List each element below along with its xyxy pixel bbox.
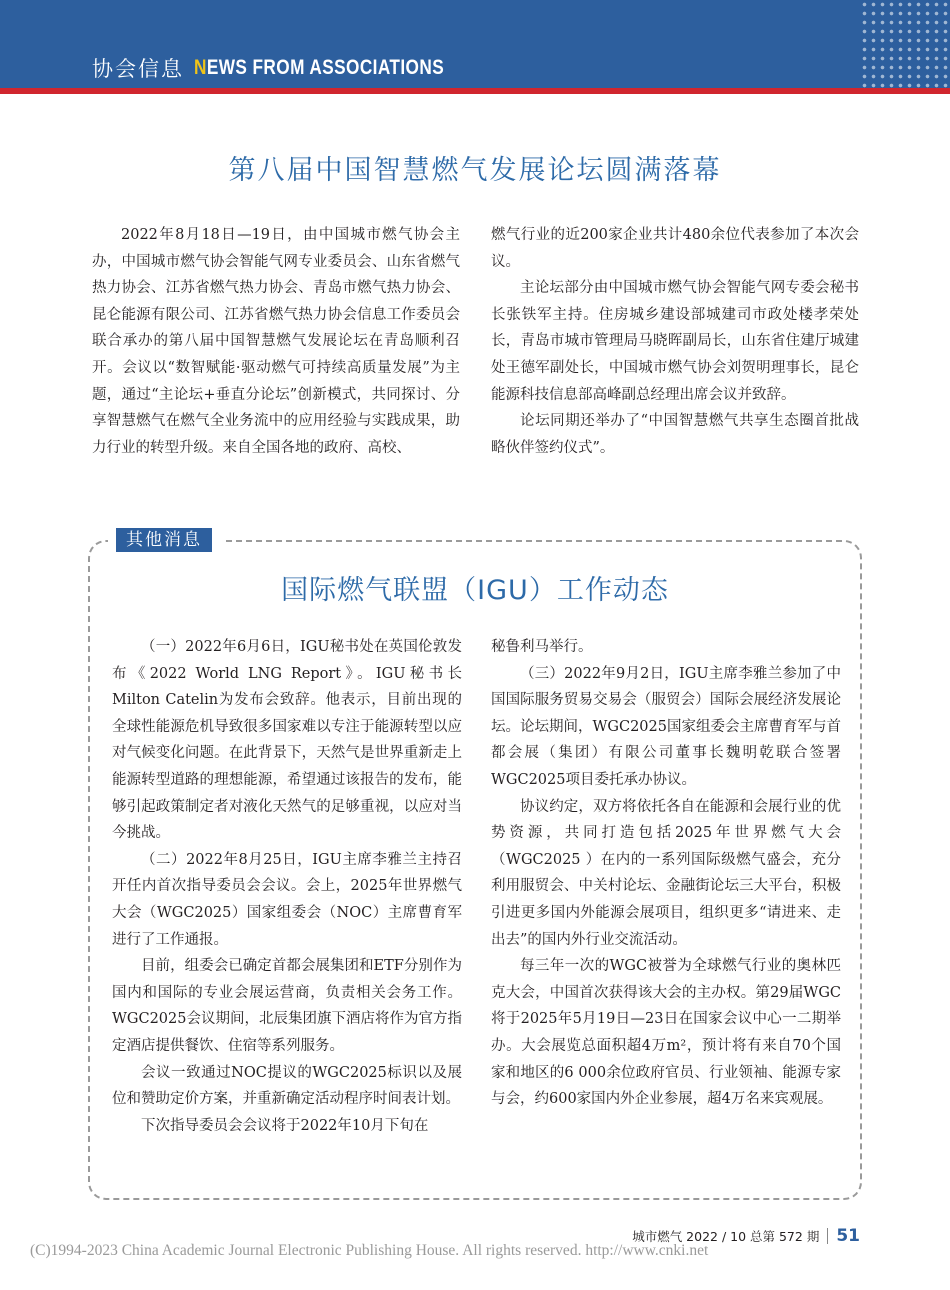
- section-title-cn: 协会信息: [92, 57, 184, 81]
- other-news-paragraph: 每三年一次的WGC被誉为全球燃气行业的奥林匹克大会，中国首次获得该大会的主办权。第29届WGC将于2025年5月19日—23日在国家会议中心一二期举办。大会展览总面积超4万m²，预计将有来自70个国家和地区的6 000余位政府官员、行业领袖、能源专家与会，约600家国内外企业参展，超4万名来宾观展。: [491, 958, 841, 1108]
- page-number: 51: [836, 1226, 860, 1246]
- other-news-left-column: [112, 634, 462, 1139]
- other-news-paragraph: 目前，组委会已确定首都会展集团和ETF分别作为国内和国际的专业会展运营商，负责相关会务工作。WGC2025会议期间，北辰集团旗下酒店将作为官方指定酒店提供餐饮、住宿等系列服务。: [112, 958, 462, 1054]
- header-banner: [0, 0, 950, 88]
- section-header: [92, 52, 499, 84]
- other-news-paragraph-continuation: 秘鲁利马举行。: [491, 639, 593, 655]
- header-red-stripe: [0, 88, 950, 94]
- other-news-paragraph: 会议一致通过NOC提议的WGC2025标识以及展位和赞助定价方案，并重新确定活动程序时间表计划。: [112, 1064, 462, 1108]
- other-news-paragraph: 协议约定，双方将依托各自在能源和会展行业的优势资源，共同打造包括2025年世界燃气大会（WGC2025 ）在内的一系列国际级燃气盛会，充分利用服贸会、中关村论坛、金融街论坛三大平台，积极引进更多国内外能源会展项目，组织更多“请进来、走出去”的国内外行业交流活动。: [491, 798, 841, 948]
- copyright-watermark: (C)1994-2023 China Academic Journal Electronic Publishing House. All rights reserved. http://www.cnki.net: [30, 1242, 709, 1259]
- other-news-title: 国际燃气联盟（IGU）工作动态: [281, 575, 669, 606]
- journal-info: 城市燃气 2022 / 10 总第 572 期: [632, 1229, 820, 1244]
- other-news-tag: 其他消息: [116, 528, 212, 552]
- section-title-en-rest: EWS FROM ASSOCIATIONS: [206, 56, 445, 79]
- other-news-paragraph: （一）2022年6月6日，IGU秘书处在英国伦敦发布《2022 World LNG Report》。IGU秘书长Milton Catelin为发布会致辞。他表示，目前出现的全球性能源危机导致很多国家难以专注于能源转型以应对气候变化问题。在此背景下，天然气是世界重新走上能源转型道路的理想能源，希望通过该报告的发布，能够引起政策制定者对液化天然气的足够重视，以应对当今挑战。: [112, 639, 462, 842]
- other-news-paragraph: 下次指导委员会会议将于2022年10月下旬在: [141, 1117, 429, 1134]
- other-news-right-column: [491, 634, 841, 1113]
- other-news-paragraph: （三）2022年9月2日，IGU主席李雅兰参加了中国国际服务贸易交易会（服贸会）国际会展经济发展论坛。论坛期间，WGC2025国家组委会主席曹育军与首都会展（集团）有限公司董事长魏明乾联合签署WGC2025项目委托承办协议。: [491, 665, 841, 788]
- article1-right-column: [491, 222, 859, 461]
- article1-paragraph: 主论坛部分由中国城市燃气协会智能气网专委会秘书长张铁军主持。住房城乡建设部城建司市政处楼孝荣处长，青岛市城市管理局马晓晖副局长，山东省住建厅城建处王德军副处长，中国城市燃气协会刘贺明理事长，昆仑能源科技信息部高峰副总经理出席会议并致辞。: [491, 280, 859, 403]
- other-news-paragraph: （二）2022年8月25日，IGU主席李雅兰主持召开任内首次指导委员会会议。会上，2025年世界燃气大会（WGC2025）国家组委会（NOC）主席曹育军进行了工作通报。: [112, 851, 462, 948]
- dot-pattern-decoration: [860, 0, 950, 88]
- article1-title: 第八届中国智慧燃气发展论坛圆满落幕: [228, 155, 722, 186]
- article1-left-column: [92, 222, 460, 461]
- section-title-en: [194, 56, 444, 80]
- article1-paragraph-continuation: 燃气行业的近200家企业共计480余位代表参加了本次会议。: [491, 227, 859, 270]
- article1-paragraph: 2022年8月18日—19日，由中国城市燃气协会主办，中国城市燃气协会智能气网专业委员会、山东省燃气热力协会、江苏省燃气热力协会、青岛市燃气热力协会、昆仑能源有限公司、江苏省燃气热力协会信息工作委员会联合承办的第八届中国智慧燃气发展论坛在青岛顺利召开。会议以“数智赋能·驱动燃气可持续高质量发展”为主题，通过“主论坛+垂直分论坛”创新模式，共同探讨、分享智慧燃气在燃气全业务流中的应用经验与实践成果，助力行业的转型升级。来自全国各地的政府、高校、: [92, 227, 460, 456]
- article1-paragraph: 论坛同期还举办了“中国智慧燃气共享生态圈首批战略伙伴签约仪式”。: [491, 413, 859, 456]
- section-title-en-initial: N: [194, 56, 207, 79]
